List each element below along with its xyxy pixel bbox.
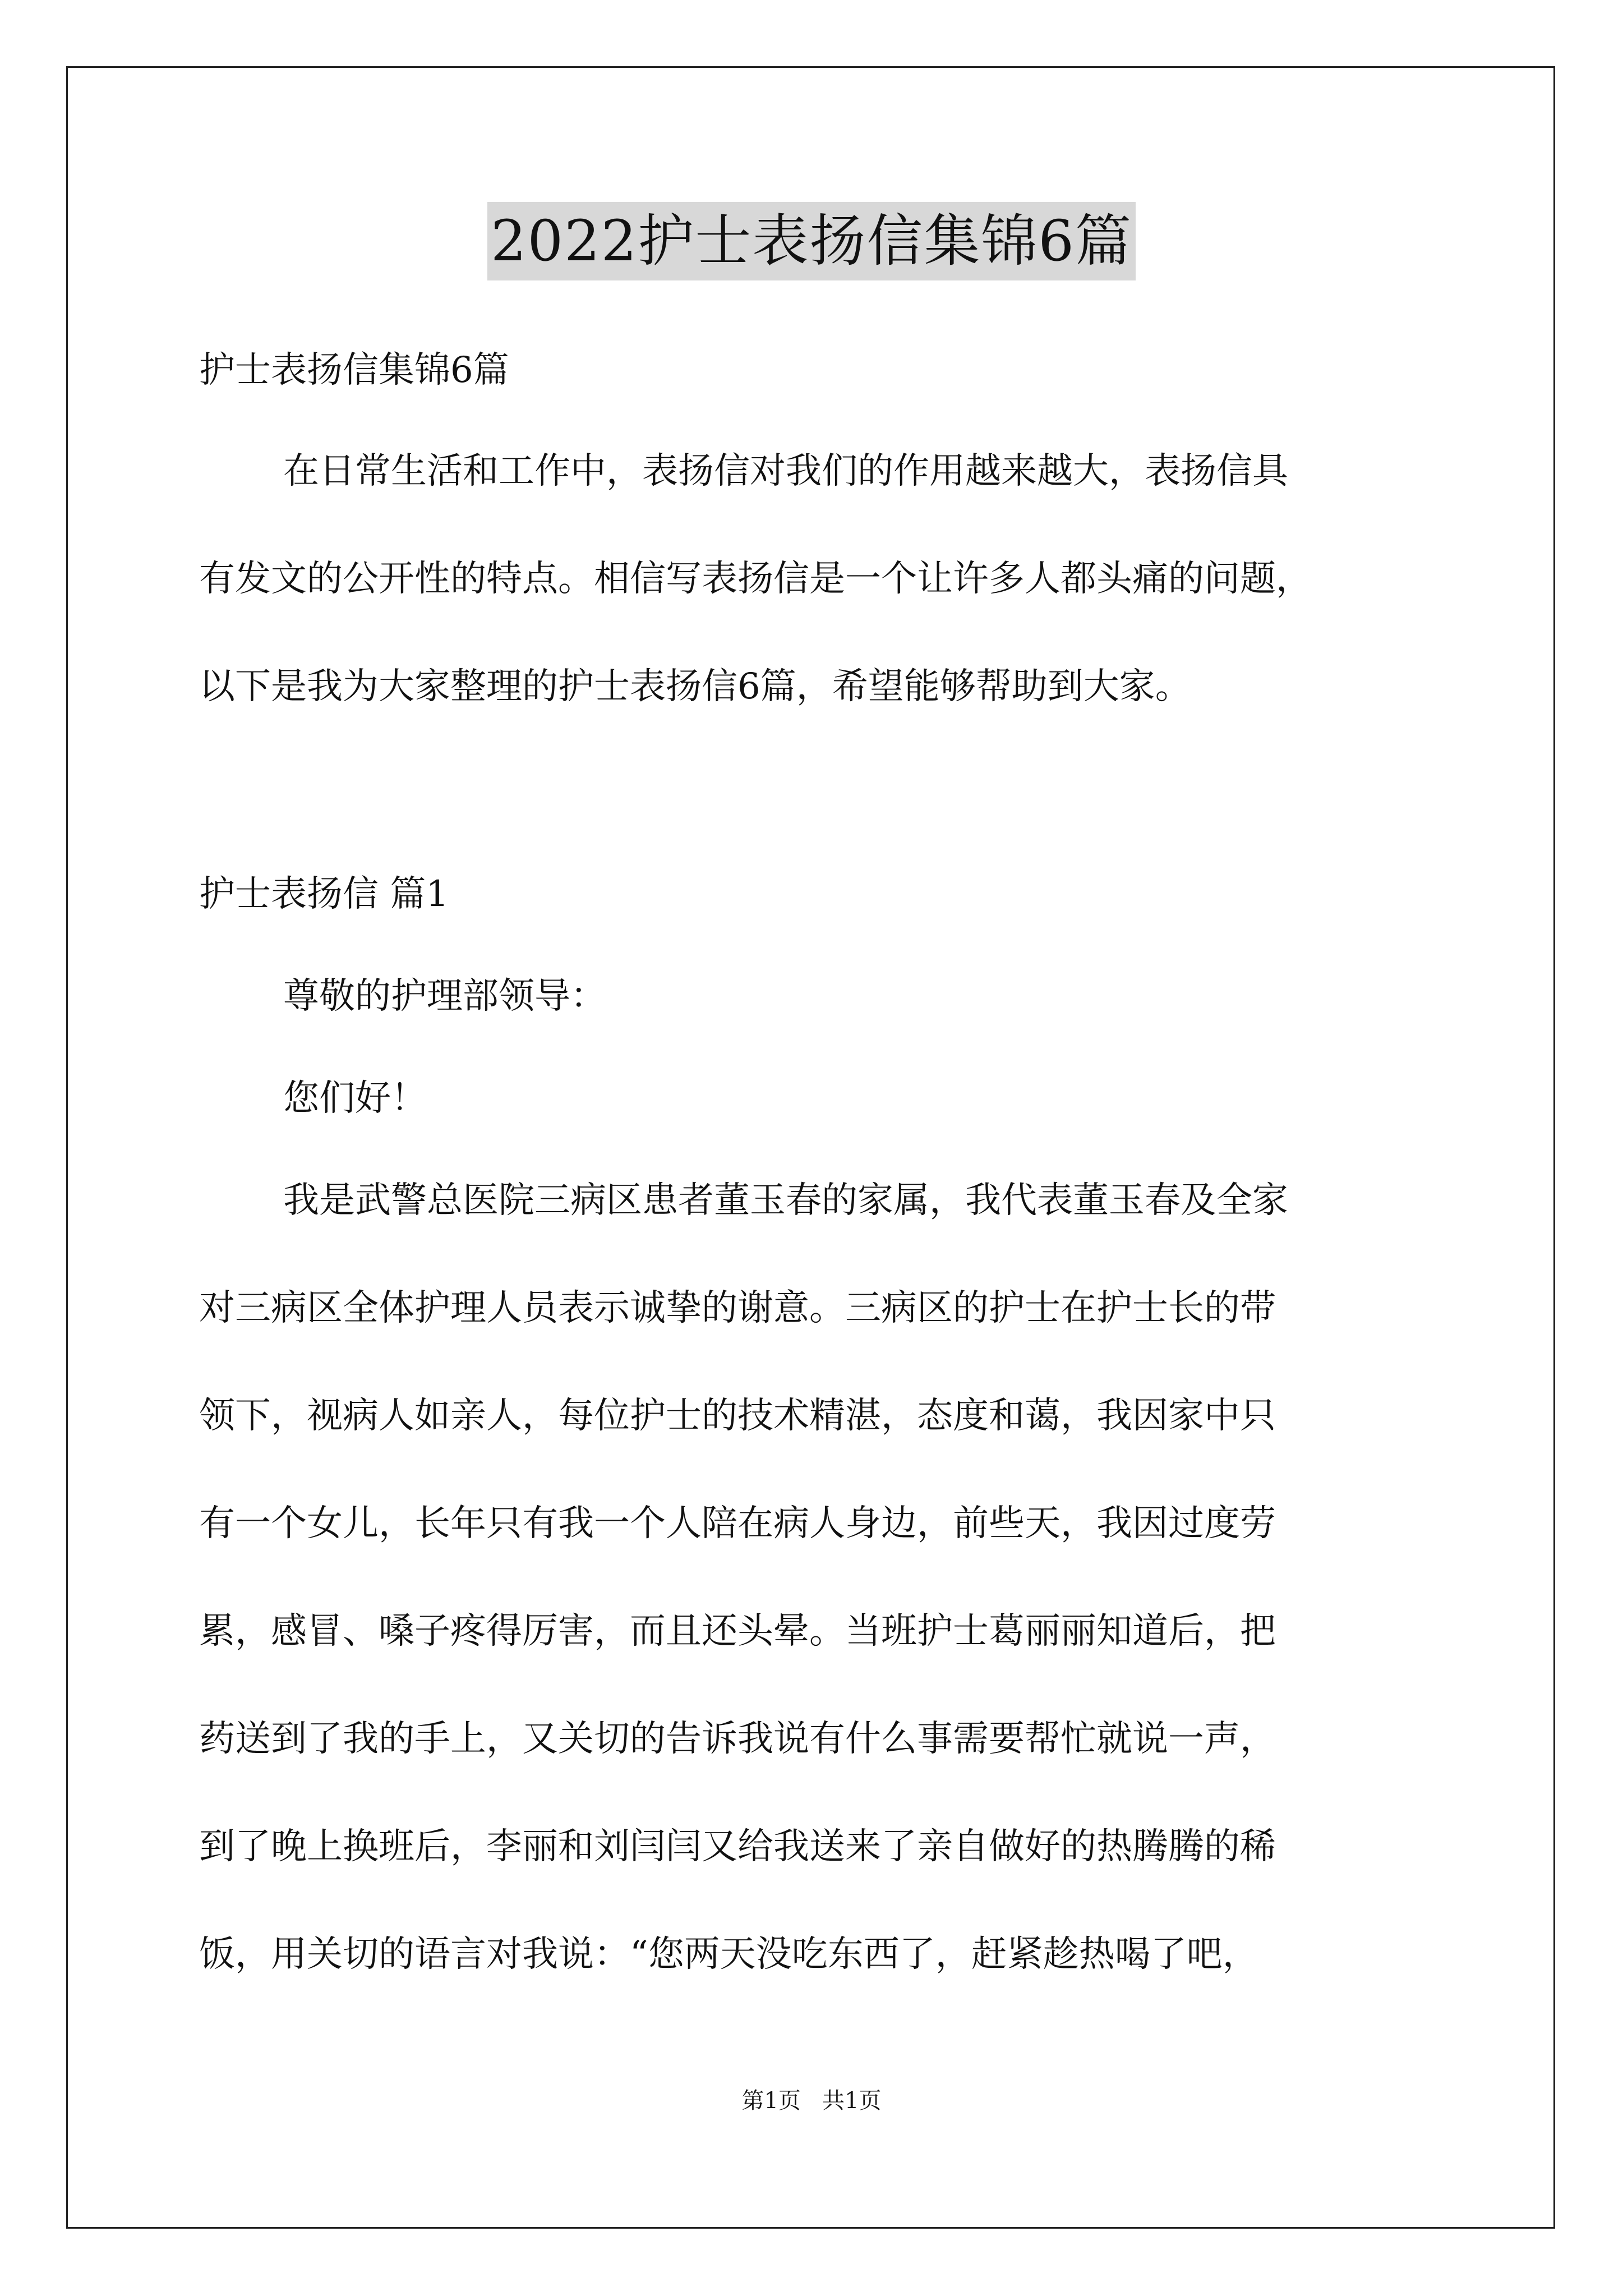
- body-line: 累，感冒、嗓子疼得厉害，而且还头晕。当班护士葛丽丽知道后，把: [199, 1611, 1276, 1652]
- body-line: 饭，用关切的语言对我说：“您两天没吃东西了，赶紧趁热喝了吧，: [199, 1934, 1258, 1975]
- body-line: 我是武警总医院三病区患者董玉春的家属，我代表董玉春及全家: [283, 1180, 1288, 1221]
- document-body: [199, 309, 1422, 1977]
- page-footer: 第1页 共1页: [741, 2088, 882, 2114]
- body-line: 药送到了我的手上，又关切的告诉我说有什么事需要帮忙就说一声，: [199, 1718, 1276, 1760]
- intro-line: 有发文的公开性的特点。相信写表扬信是一个让许多人都头痛的问题，: [199, 558, 1312, 600]
- intro-line: 以下是我为大家整理的护士表扬信6篇，希望能够帮助到大家。: [199, 666, 1191, 707]
- body-line: 有一个女儿，长年只有我一个人陪在病人身边，前些天，我因过度劳: [199, 1503, 1276, 1544]
- letter-salutation: 尊敬的护理部领导：: [283, 976, 606, 1017]
- body-line: 领下，视病人如亲人，每位护士的技术精湛，态度和蔼，我因家中只: [199, 1395, 1276, 1437]
- letter-greeting: 您们好！: [283, 1078, 427, 1119]
- body-line: 对三病区全体护理人员表示诚挚的谢意。三病区的护士在护士长的带: [199, 1287, 1276, 1329]
- document-title: 2022护士表扬信集锦6篇: [487, 202, 1136, 280]
- section-heading: 护士表扬信 篇1: [199, 873, 449, 915]
- document-title-wrapper: [0, 202, 1623, 280]
- document-subtitle: 护士表扬信集锦6篇: [199, 349, 509, 391]
- body-line: 到了晚上换班后，李丽和刘闫闫又给我送来了亲自做好的热腾腾的稀: [199, 1826, 1276, 1867]
- intro-line: 在日常生活和工作中，表扬信对我们的作用越来越大，表扬信具: [283, 450, 1288, 492]
